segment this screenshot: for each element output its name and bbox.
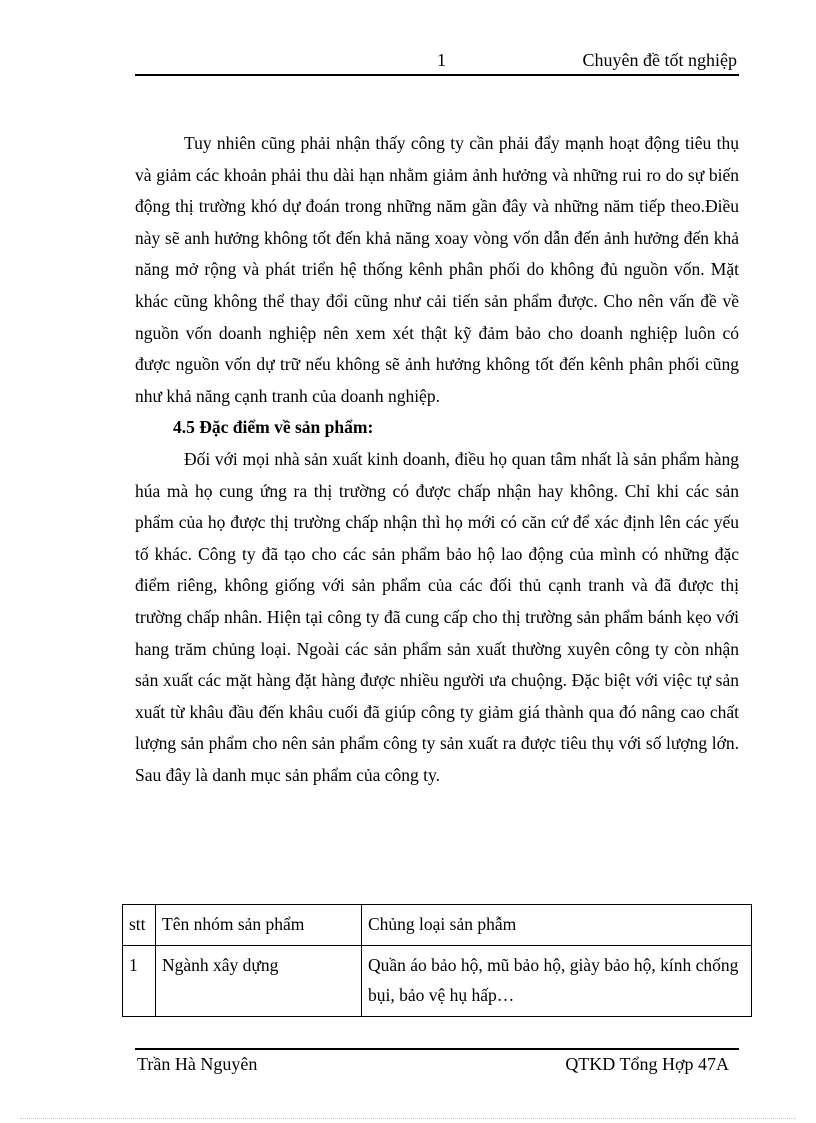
table-header-row bbox=[123, 905, 752, 946]
page-footer bbox=[135, 1048, 739, 1074]
table-row bbox=[123, 946, 752, 1017]
table-cell: 1 bbox=[123, 946, 156, 1017]
paragraph-1: Tuy nhiên cũng phải nhận thấy công ty cần phải đẩy mạnh hoạt động tiêu thụ và giảm các khoản phải thu dài hạn nhằm giảm ảnh hưởng và những rui ro do sự biến động thị trường khó dự đoán trong những năm gần đây và những năm tiếp theo.Điều này sẽ anh hưởng không tốt đến khả năng xoay vòng vốn dẫn đến ảnh hưởng đến khả năng mở rộng và phát triển hệ thống kênh phân phối do không đủ nguồn vốn. Mặt khác cũng không thể thay đổi cũng như cải tiến sản phẩm được. Cho nên vấn đề về nguồn vốn doanh nghiệp nên xem xét thật kỹ đảm bảo cho doanh nghiệp luôn có được nguồn vốn dự trữ nếu không sẽ ảnh hưởng không tốt đến kênh phân phối cũng như khả năng cạnh tranh của doanh nghiệp. bbox=[135, 133, 739, 406]
header-title: Chuyên đề tốt nghiệp bbox=[582, 50, 737, 70]
footer-class: QTKD Tổng Hợp 47A bbox=[565, 1054, 729, 1074]
paragraph-2: Đối với mọi nhà sản xuất kinh doanh, điều họ quan tâm nhất là sản phẩm hàng húa mà họ cung ứng ra thị trường có được chấp nhận hay không. Chỉ khi các sản phẩm của họ được thị trường chấp nhận thì họ mới có căn cứ để xác định lên các yếu tố khác. Công ty đã tạo cho các sản phẩm bảo hộ lao động của mình có những đặc điểm riêng, không giống với sản phẩm của các đối thủ cạnh tranh và đã được thị trường chấp nhân. Hiện tại công ty đã cung cấp cho thị trường sản phẩm bánh kẹo với hang trăm chủng loại. Ngoài các sản phẩm sản xuất thường xuyên công ty còn nhận sản xuất các mặt hàng đặt hàng được nhiều người ưa chuộng. Đặc biệt với việc tự sản xuất từ khâu đầu đến khâu cuối đã giúp công ty giảm giá thành qua đó nâng cao chất lượng sản phẩm cho nên sản phẩm công ty sản xuất ra được tiêu thụ với số lượng lớn. Sau đây là danh mục sản phẩm của công ty. bbox=[135, 448, 739, 785]
page-number: 1 bbox=[437, 50, 446, 70]
table-header-cell: stt bbox=[123, 905, 156, 946]
table-header-cell: Chủng loại sản phẫm bbox=[362, 905, 752, 946]
page-header bbox=[135, 48, 739, 76]
table-header-cell: Tên nhóm sản phẩm bbox=[156, 905, 362, 946]
table-cell: Ngành xây dựng bbox=[156, 946, 362, 1017]
table-cell: Quần áo bảo hộ, mũ bảo hộ, giày bảo hộ, kính chống bụi, bảo vệ hụ hấp… bbox=[362, 946, 752, 1017]
section-heading: 4.5 Đặc điểm về sản phẩm: bbox=[173, 417, 374, 438]
document-body bbox=[135, 128, 739, 791]
product-table bbox=[122, 904, 752, 1017]
page-edge-divider bbox=[20, 1118, 796, 1119]
footer-author: Trần Hà Nguyên bbox=[137, 1054, 258, 1074]
